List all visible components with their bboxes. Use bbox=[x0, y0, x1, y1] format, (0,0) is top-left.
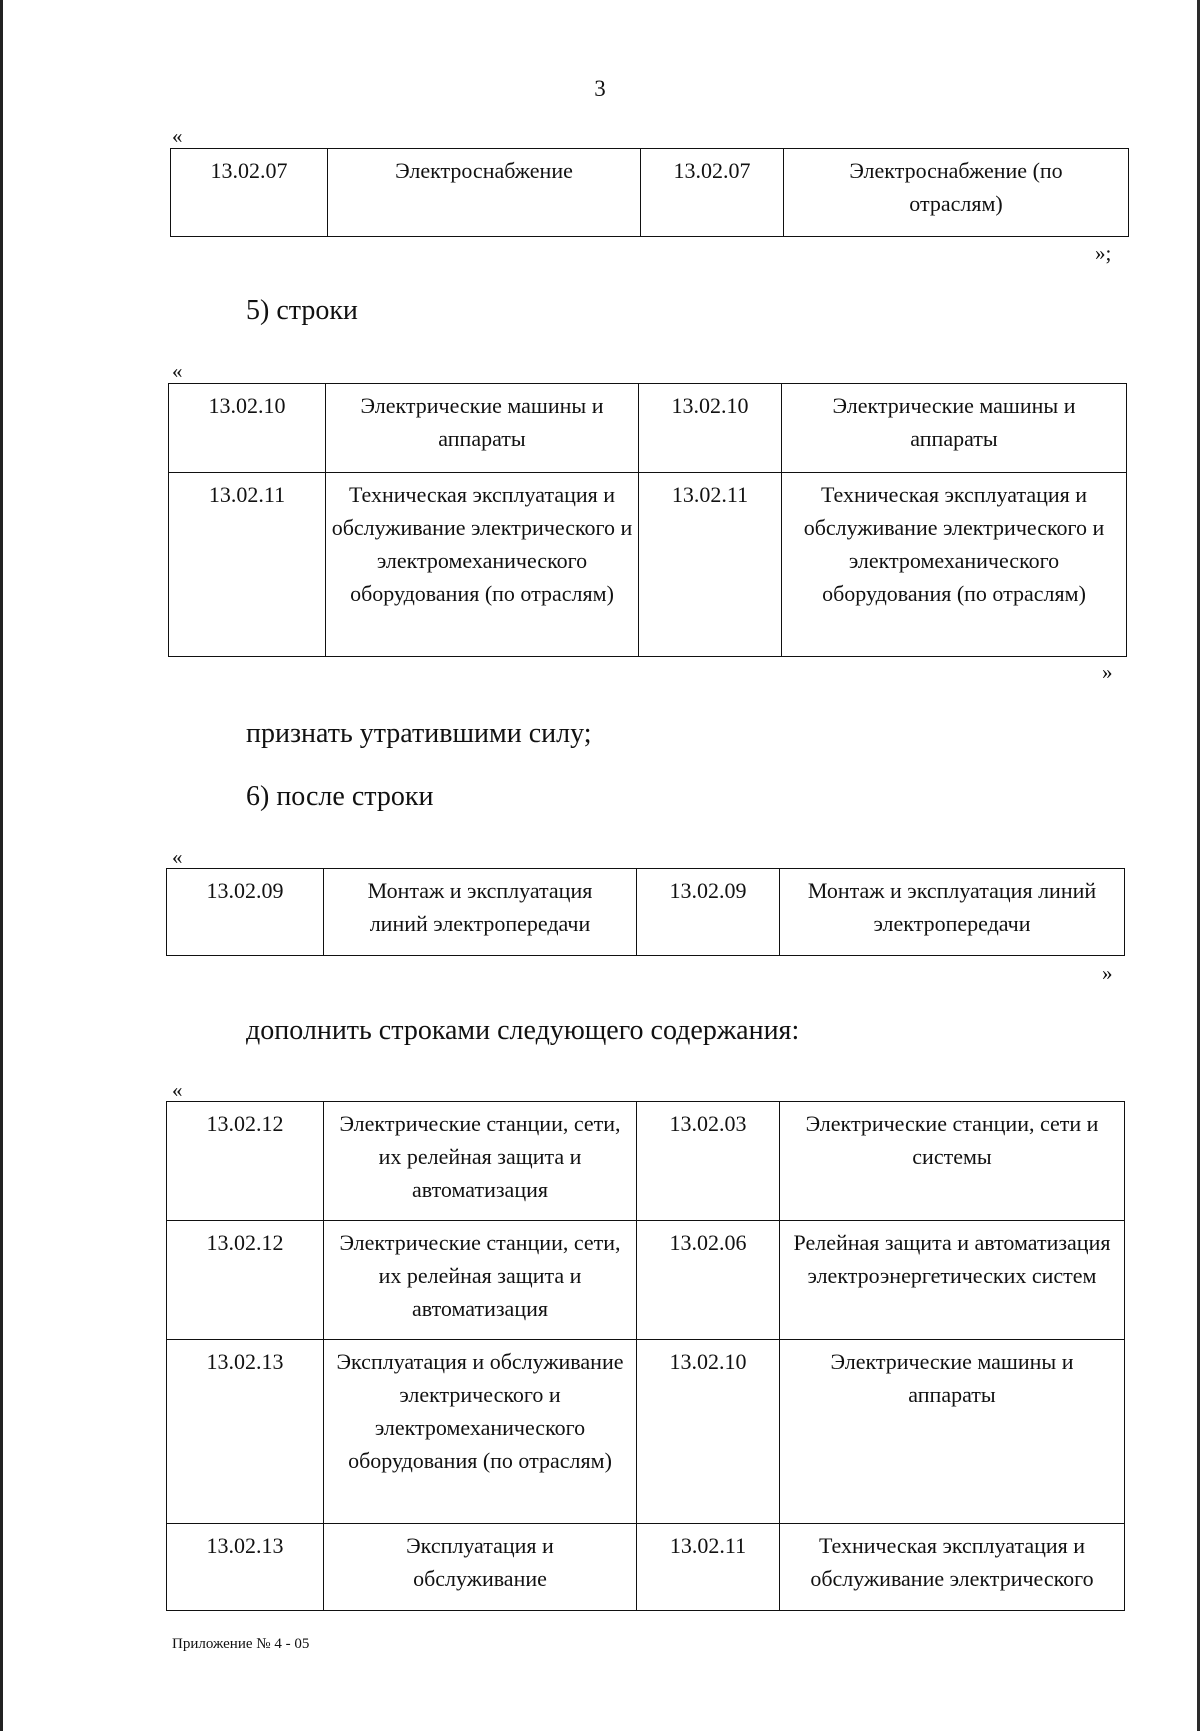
name-new-cell: Монтаж и эксплуатация линий электропередачи bbox=[780, 869, 1125, 956]
name-old-cell: Монтаж и эксплуатация линий электропередачи bbox=[324, 869, 637, 956]
quote-open-3: « bbox=[172, 845, 183, 869]
quote-open-4: « bbox=[172, 1078, 183, 1102]
code-old-cell: 13.02.13 bbox=[167, 1340, 324, 1524]
quote-close-2: » bbox=[1102, 660, 1113, 684]
table-row bbox=[167, 1102, 1125, 1221]
code-new-cell: 13.02.10 bbox=[637, 1340, 780, 1524]
code-new-cell: 13.02.07 bbox=[641, 149, 784, 237]
code-old-cell: 13.02.07 bbox=[171, 149, 328, 237]
quote-open-2: « bbox=[172, 359, 183, 383]
code-old-cell: 13.02.12 bbox=[167, 1221, 324, 1340]
table-2 bbox=[168, 383, 1127, 657]
name-new-cell: Электрические машины и аппараты bbox=[782, 384, 1127, 473]
table-4 bbox=[166, 1101, 1125, 1611]
table-row bbox=[169, 384, 1127, 473]
code-old-cell: 13.02.10 bbox=[169, 384, 326, 473]
paragraph-add-rows: дополнить строками следующего содержания: bbox=[246, 1015, 800, 1046]
footer-attachment-note: Приложение № 4 - 05 bbox=[172, 1636, 310, 1652]
table-row bbox=[167, 869, 1125, 956]
name-new-cell: Электроснабжение (по отраслям) bbox=[784, 149, 1129, 237]
name-new-cell: Релейная защита и автоматизация электроэнергетических систем bbox=[780, 1221, 1125, 1340]
table-1 bbox=[170, 148, 1129, 237]
table-row bbox=[167, 1221, 1125, 1340]
table-row bbox=[169, 473, 1127, 657]
code-new-cell: 13.02.10 bbox=[639, 384, 782, 473]
code-old-cell: 13.02.09 bbox=[167, 869, 324, 956]
name-old-cell: Эксплуатация и обслуживание bbox=[324, 1524, 637, 1611]
code-old-cell: 13.02.13 bbox=[167, 1524, 324, 1611]
code-old-cell: 13.02.12 bbox=[167, 1102, 324, 1221]
name-old-cell: Техническая эксплуатация и обслуживание электрического и электромеханического оборудования (по отраслям) bbox=[326, 473, 639, 657]
name-old-cell: Электрические станции, сети, их релейная защита и автоматизация bbox=[324, 1221, 637, 1340]
paragraph-item-5: 5) строки bbox=[246, 295, 358, 326]
code-new-cell: 13.02.11 bbox=[637, 1524, 780, 1611]
code-new-cell: 13.02.03 bbox=[637, 1102, 780, 1221]
name-old-cell: Электрические станции, сети, их релейная защита и автоматизация bbox=[324, 1102, 637, 1221]
table-row bbox=[167, 1340, 1125, 1524]
name-old-cell: Электрические машины и аппараты bbox=[326, 384, 639, 473]
code-new-cell: 13.02.11 bbox=[639, 473, 782, 657]
name-old-cell: Электроснабжение bbox=[328, 149, 641, 237]
quote-close-3: » bbox=[1102, 961, 1113, 985]
paragraph-repeal: признать утратившими силу; bbox=[246, 718, 592, 749]
table-row bbox=[171, 149, 1129, 237]
quote-close-1: »; bbox=[1095, 241, 1112, 265]
scan-border-left bbox=[0, 0, 3, 1731]
page-number: 3 bbox=[594, 76, 606, 101]
name-new-cell: Техническая эксплуатация и обслуживание электрического bbox=[780, 1524, 1125, 1611]
name-old-cell: Эксплуатация и обслуживание электрического и электромеханического оборудования (по отраслям) bbox=[324, 1340, 637, 1524]
table-3 bbox=[166, 868, 1125, 956]
code-old-cell: 13.02.11 bbox=[169, 473, 326, 657]
name-new-cell: Электрические машины и аппараты bbox=[780, 1340, 1125, 1524]
name-new-cell: Техническая эксплуатация и обслуживание электрического и электромеханического оборудования (по отраслям) bbox=[782, 473, 1127, 657]
code-new-cell: 13.02.09 bbox=[637, 869, 780, 956]
paragraph-item-6: 6) после строки bbox=[246, 781, 434, 812]
table-row bbox=[167, 1524, 1125, 1611]
code-new-cell: 13.02.06 bbox=[637, 1221, 780, 1340]
name-new-cell: Электрические станции, сети и системы bbox=[780, 1102, 1125, 1221]
quote-open-1: « bbox=[172, 124, 183, 148]
